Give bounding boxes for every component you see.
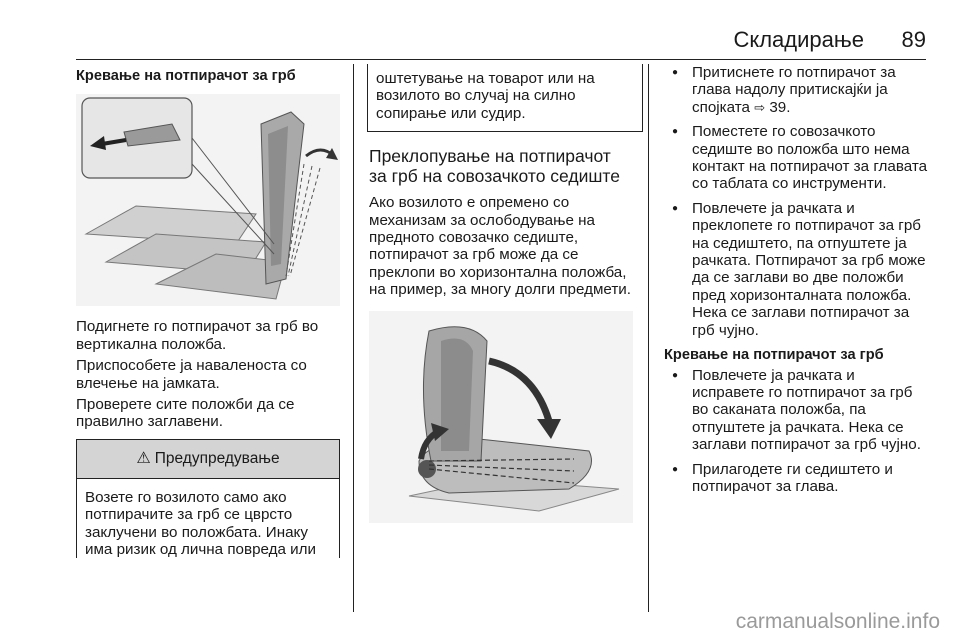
header-rule [76,59,926,60]
warning-text: Возете го возилото само ако потпирачите за грб се цврсто заклучени во положбата. Инаку има ризик од лична повреда или [85,488,316,559]
paragraph: Проверете сите положби да се правилно заглавени. [76,396,295,431]
warning-text-continued: оштетување на товарот или на возилото во случај на силно сопирање или судир. [376,70,595,122]
list-item: ● Прилагодете ги седиштето и потпирачот за глава. [664,461,928,496]
instruction-list [664,367,928,496]
paragraph: Приспособете ја наваленоста со влечење на јамката. [76,357,307,392]
warning-box-continued [367,64,643,132]
column-1 [76,64,340,558]
section-heading: Кревање на потпирачот за грб [664,347,884,364]
watermark: carmanualsonline.info [735,610,940,633]
page-number: 89 [901,27,926,52]
column-2 [369,64,633,523]
section-heading: Преклопување на потпирачот за грб на совозачкото седиште [369,146,620,186]
section-heading: Кревање на потпирачот за грб [76,68,296,84]
list-item: ● Повлечете ја рачката и исправете го потпирачот за грб во саканата положба, па отпуштете ја рачката. Нека се заглави потпирачот за грб чујно. [664,367,928,454]
front-seat-illustration [369,311,633,523]
list-item: ● Поместете го совозачкото седиште во положба што нема контакт на потпирачот за главата со таблата со инструменти. [664,123,928,193]
warning-header [77,439,339,479]
column-3 [664,64,928,502]
column-divider [353,64,354,612]
warning-triangle-icon: ⚠ [136,450,151,468]
warning-title: Предупредување [154,450,280,468]
rear-seat-illustration [76,94,340,306]
page-header-title: Складирање [733,27,864,52]
ref-arrow-icon: ⇨ [754,99,766,115]
list-item: ● Повлечете ја рачката и преклопете го потпирачот за грб на седиштето, па отпуштете ја рачката. Потпирачот за грб може да се заглави во две положби пред хоризонталната положба. Нека се заглави потпирачот за грб чујно. [664,200,928,339]
instruction-list [664,64,928,339]
list-item: ● Притиснете го потпирачот за глава надолу притискајќи ја спојката ⇨ 39. [664,64,928,116]
warning-box [76,439,340,559]
paragraph: Подигнете го потпирачот за грб во вертикална положба. [76,318,319,353]
paragraph: Ако возилото е опремено со механизам за ослободување на предното совозачко седиште, потпирачот за грб може да се преклопи во хоризонтална положба, на пример, за многу долги предмети. [369,194,632,299]
column-divider [648,64,649,612]
